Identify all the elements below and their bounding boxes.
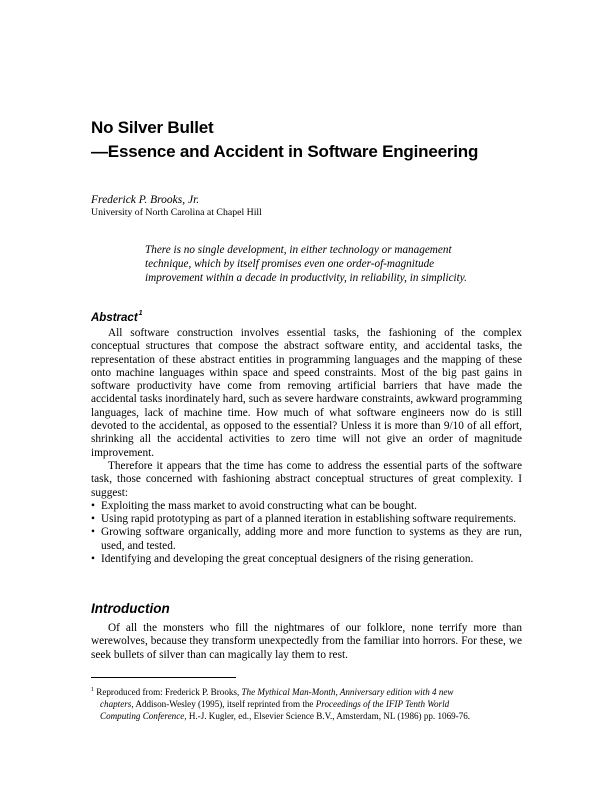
list-item: • Using rapid prototyping as part of a planned iteration in establishing software requirements. xyxy=(91,513,522,526)
footnote-mark: 1 xyxy=(91,687,94,693)
paper-title xyxy=(91,116,561,164)
footnote xyxy=(91,685,522,722)
abstract-heading xyxy=(91,310,143,324)
title-line-1: No Silver Bullet xyxy=(91,118,214,137)
footnote-publisher: , Addison-Wesley (1995), itself reprinted from the xyxy=(131,698,316,709)
footnote-proceedings-a: Proceedings of the IFIP Tenth World xyxy=(315,698,450,709)
abstract-paragraph-2: Therefore it appears that the time has come to address the essential parts of the software task, those concerned with fashioning abstract conceptual structures of great complexity. I suggest: xyxy=(91,459,522,499)
author-affiliation: University of North Carolina at Chapel Hill xyxy=(91,207,262,218)
list-item: • Growing software organically, adding more and more function to systems as they are run, used, and tested. xyxy=(91,526,522,553)
introduction-heading: Introduction xyxy=(91,601,170,616)
introduction-body xyxy=(91,622,522,662)
footnote-reference[interactable]: 1 xyxy=(138,310,143,317)
footnote-proceedings-b: Computing Conference xyxy=(100,710,185,721)
abstract-paragraph-1: All software construction involves essential tasks, the fashioning of the complex conceptual structures that compose the abstract software entity, and accidental tasks, the representation of these abstract entities in programming languages and the mapping of these onto machine languages within space and speed constraints. Most of the big past gains in software productivity have come from removing artificial barriers that have made the accidental tasks inordinately hard, such as severe hardware constraints, awkward programming languages, lack of machine time. How much of what software engineers now do is still devoted to the accidental, as opposed to the essential? Unless it is more than 9/10 of all effort, shrinking all the accidental activities to zero time will not give an order of magnitude improvement. xyxy=(91,327,522,459)
introduction-paragraph-1: Of all the monsters who fill the nightmares of our folklore, none terrify more than werewolves, because they transform unexpectedly from the familiar into horrors. For these, we seek bullets of silver than can magically lay them to rest. xyxy=(91,622,522,661)
footnote-divider xyxy=(91,677,236,678)
footnote-suffix: , H.-J. Kugler, ed., Elsevier Science B.V., Amsterdam, NL (1986) pp. 1069-76. xyxy=(184,710,471,721)
author-name: Frederick P. Brooks, Jr. xyxy=(91,194,200,206)
list-item: • Identifying and developing the great conceptual designers of the rising generation. xyxy=(91,553,522,566)
suggestions-list xyxy=(91,500,522,566)
title-line-2: —Essence and Accident in Software Engineering xyxy=(91,142,479,161)
footnote-prefix: Reproduced from: Frederick P. Brooks, xyxy=(94,687,242,697)
footnote-book-title-b: chapters xyxy=(100,698,132,709)
abstract-heading-text: Abstract xyxy=(91,312,138,324)
footnote-book-title-a: The Mythical Man-Month, Anniversary edition with 4 new xyxy=(241,687,454,697)
epigraph: There is no single development, in either technology or management technique, which by itself promises even one order-of-magnitude improvement within a decade in productivity, in reliability, in simplicity. xyxy=(145,244,467,284)
list-item: • Exploiting the mass market to avoid constructing what can be bought. xyxy=(91,500,522,513)
abstract-body xyxy=(91,327,522,566)
